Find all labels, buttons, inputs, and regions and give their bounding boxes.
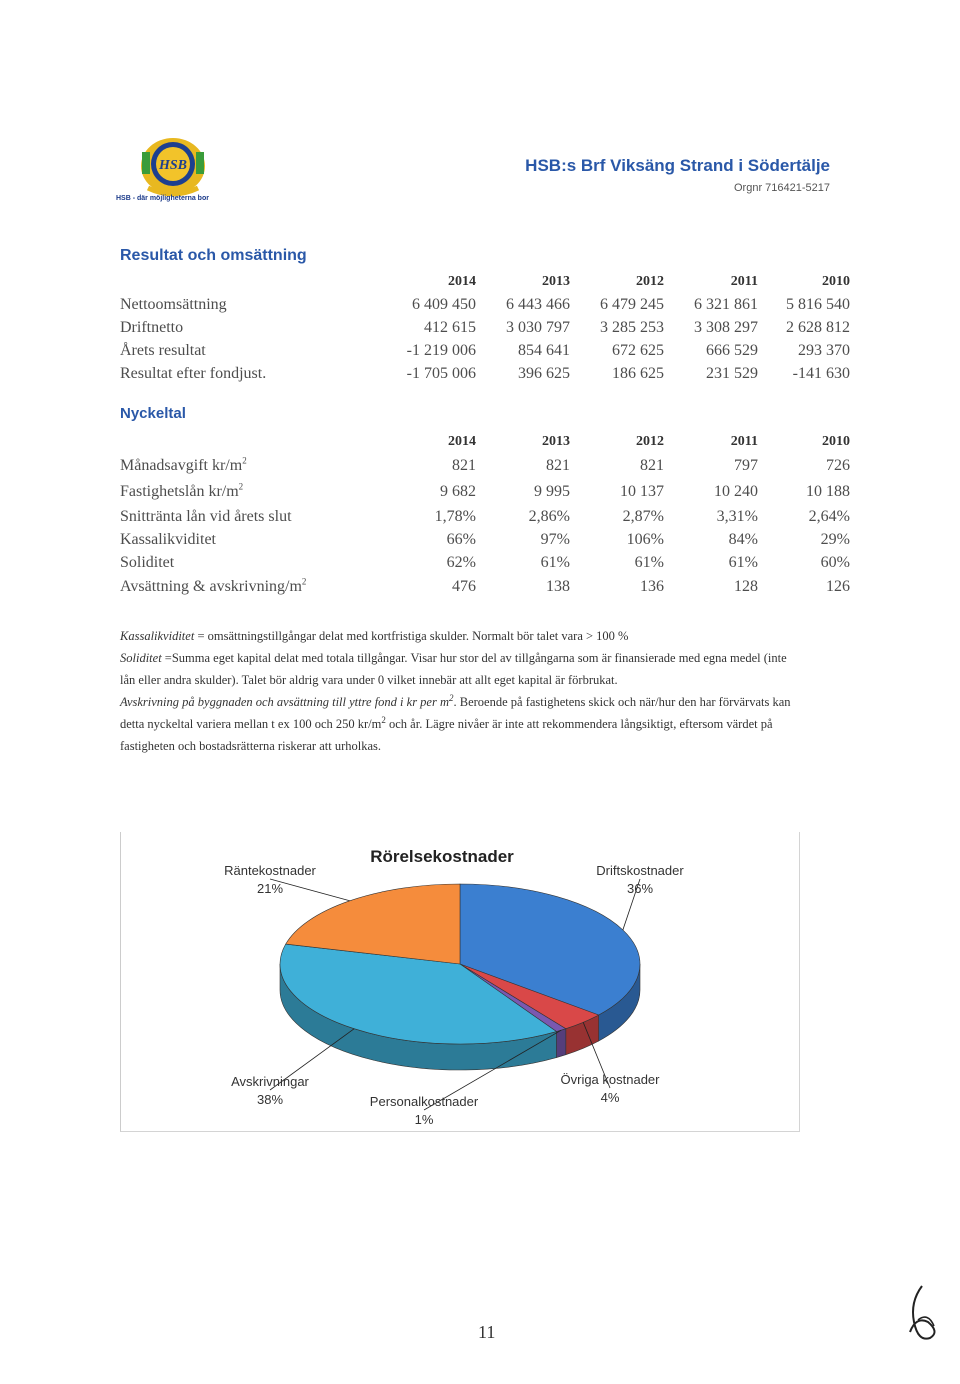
slice-percent-label: 21% — [256, 881, 284, 896]
cell-value: 66% — [446, 530, 476, 548]
year-header: 2011 — [730, 273, 758, 289]
cell-value: 10 137 — [620, 483, 664, 500]
table-row — [120, 505, 850, 528]
page-number: 11 — [478, 1322, 496, 1342]
slice-percent-label: 38% — [256, 1092, 284, 1107]
cell-value: 231 529 — [706, 364, 758, 382]
cell-value: 821 — [640, 457, 664, 474]
pie-slice-side — [556, 1029, 565, 1058]
table-row — [120, 453, 850, 479]
note-avskrivning: Avskrivning på byggnaden och avsättning till yttre fond i kr per $m^2$. Beroende på fastighetens skick och när/hur den har förvärvats kan detta nyckeltal variera mellan t ex 100 och 250 $kr/m^2$ och år. Lägre nivåer är inte att rekommendera långsiktigt, eftersom värdet på fastigheten och bostadsrätterna riskerar att urholkas. — [120, 692, 791, 753]
table-row — [120, 574, 850, 600]
year-header: 2010 — [822, 273, 850, 289]
year-header: 2010 — [822, 433, 850, 449]
cell-value: 60% — [820, 553, 850, 571]
row-label: Resultat efter fondjust. — [120, 364, 267, 382]
year-header: 2013 — [542, 433, 570, 449]
cell-value: 3,31% — [716, 507, 758, 525]
year-header: 2012 — [636, 433, 664, 449]
cell-value: 412 615 — [424, 318, 476, 336]
year-header: 2012 — [636, 273, 664, 289]
cell-value: 396 625 — [518, 364, 570, 382]
cell-value: 293 370 — [798, 341, 850, 359]
cell-value: 10 240 — [714, 483, 758, 500]
cell-value: 854 641 — [518, 341, 570, 359]
note-soliditet: Soliditet =Summa eget kapital delat med totala tillgångar. Visar hur stor del av tillgångarna som är finansierade med egna medel (inte lån eller andra skulder). Talet bör aldrig vara under 0 vilket innebär att allt eget kapital är förbrukat. — [120, 651, 787, 687]
year-header: 2014 — [448, 273, 476, 289]
cell-value: 138 — [546, 578, 570, 595]
cell-value: 6 479 245 — [600, 295, 664, 313]
rorelsekostnader-pie-chart — [120, 832, 800, 1132]
table-row — [120, 316, 850, 339]
slice-percent-label: 36% — [626, 881, 654, 896]
year-header: 2014 — [448, 433, 476, 449]
cell-value: 797 — [734, 457, 758, 474]
cell-value: 61% — [540, 553, 570, 571]
nyckeltal-table — [120, 430, 850, 600]
cell-value: 726 — [826, 457, 850, 474]
nyckeltal-section-title: Nyckeltal — [120, 405, 186, 422]
cell-value: 3 030 797 — [506, 318, 570, 336]
row-label: Nettoomsättning — [120, 295, 227, 313]
cell-value: -141 630 — [792, 364, 850, 382]
year-header: 2011 — [730, 433, 758, 449]
row-label: Fastighetslån $kr/m^2$ — [120, 481, 244, 500]
cell-value: 6 443 466 — [506, 295, 570, 313]
cell-value: 3 285 253 — [600, 318, 664, 336]
slice-label: Övriga kostnader — [560, 1072, 660, 1087]
cell-value: 2,87% — [622, 507, 664, 525]
row-label: Driftnetto — [120, 318, 184, 336]
cell-value: 84% — [728, 530, 758, 548]
logo-tagline: HSB - där möjligheterna bor — [116, 195, 209, 202]
table-row — [120, 551, 850, 574]
table-row — [120, 479, 850, 505]
cell-value: -1 219 006 — [406, 341, 476, 359]
cell-value: 6 409 450 — [412, 295, 476, 313]
organisation-title: HSB:s Brf Viksäng Strand i Södertälje — [525, 156, 830, 175]
resultat-table — [120, 270, 850, 385]
resultat-header-row — [120, 270, 850, 293]
row-label: Soliditet — [120, 553, 175, 571]
cell-value: 9 995 — [534, 483, 570, 500]
cell-value: 3 308 297 — [694, 318, 758, 336]
cell-value: 666 529 — [706, 341, 758, 359]
chart-title: Rörelsekostnader — [370, 847, 514, 866]
nyckeltal-header-row — [120, 430, 850, 453]
cell-value: 97% — [540, 530, 570, 548]
cell-value: 136 — [640, 578, 664, 595]
slice-label: Driftskostnader — [596, 863, 684, 878]
cell-value: -1 705 006 — [406, 364, 476, 382]
cell-value: 821 — [546, 457, 570, 474]
row-label: Avsättning & avskrivning/$m^2$ — [120, 576, 307, 595]
note-kassalikviditet: Kassalikviditet = omsättningstillgångar delat med kortfristiga skulder. Normalt bör talet vara > 100 % — [120, 629, 629, 643]
cell-value: 10 188 — [806, 483, 850, 500]
row-label: Kassalikviditet — [120, 530, 216, 548]
slice-percent-label: 1% — [414, 1112, 434, 1127]
definitions-notes — [120, 625, 800, 757]
cell-value: 2 628 812 — [786, 318, 850, 336]
year-header: 2013 — [542, 273, 570, 289]
cell-value: 186 625 — [612, 364, 664, 382]
slice-label: Personalkostnader — [369, 1094, 479, 1109]
cell-value: 106% — [626, 530, 664, 548]
cell-value: 5 816 540 — [786, 295, 850, 313]
cell-value: 6 321 861 — [694, 295, 758, 313]
organisation-number: Orgnr 716421-5217 — [733, 182, 830, 194]
cell-value: 29% — [820, 530, 850, 548]
cell-value: 2,64% — [808, 507, 850, 525]
table-row — [120, 339, 850, 362]
cell-value: 61% — [634, 553, 664, 571]
resultat-section-title: Resultat och omsättning — [120, 247, 307, 264]
table-row — [120, 528, 850, 551]
cell-value: 61% — [728, 553, 758, 571]
svg-text:HSB: HSB — [158, 158, 188, 173]
row-label: Snittränta lån vid årets slut — [120, 507, 292, 525]
table-row — [120, 362, 850, 385]
table-row — [120, 293, 850, 316]
cell-value: 821 — [452, 457, 476, 474]
cell-value: 2,86% — [528, 507, 570, 525]
cell-value: 9 682 — [440, 483, 476, 500]
cell-value: 1,78% — [434, 507, 476, 525]
slice-label: Avskrivningar — [231, 1074, 309, 1089]
cell-value: 128 — [734, 578, 758, 595]
cell-value: 672 625 — [612, 341, 664, 359]
cell-value: 126 — [826, 578, 850, 595]
row-label: Årets resultat — [120, 341, 206, 359]
slice-percent-label: 4% — [600, 1090, 620, 1105]
row-label: Månadsavgift $kr/m^2$ — [120, 455, 247, 474]
pie-tops — [280, 884, 640, 1044]
slice-label: Räntekostnader — [224, 863, 316, 878]
handwritten-initials — [900, 1282, 940, 1352]
cell-value: 62% — [446, 553, 476, 571]
cell-value: 476 — [452, 578, 476, 595]
